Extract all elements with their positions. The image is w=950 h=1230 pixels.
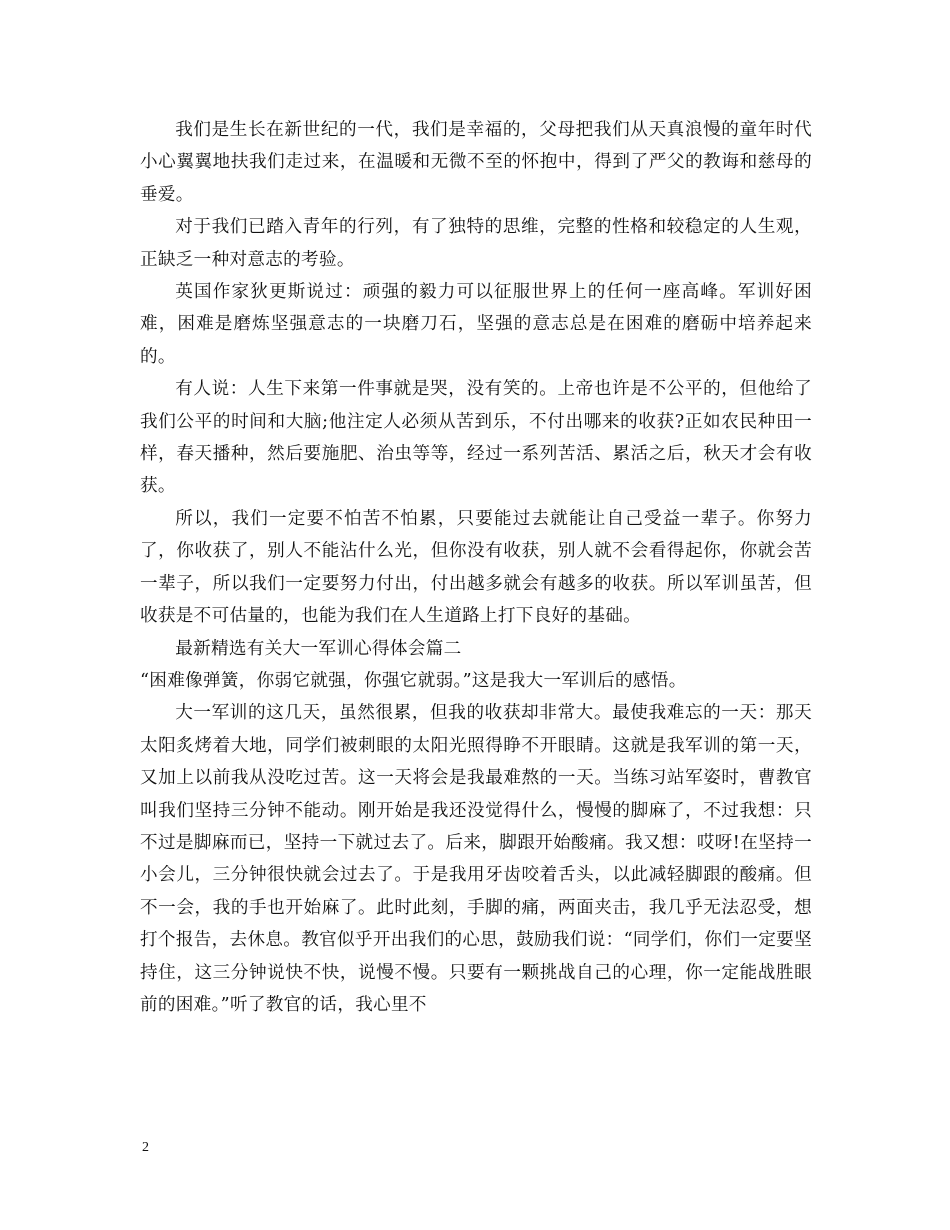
section-heading: 最新精选有关大一军训心得体会篇二: [175, 638, 462, 659]
document-body: [140, 114, 812, 1021]
paragraph-6: “困难像弹簧，你弱它就强，你强它就弱。”这是我大一军训后的感悟。: [140, 670, 687, 691]
paragraph-7: 大一军训的这几天，虽然很累，但我的收获却非常大。最使我难忘的一天：那天太阳炙烤着大地，同学们被刺眼的太阳光照得睁不开眼睛。这就是我军训的第一天，又加上以前我从没吃过苦。这一天将会是我最难熬的一天。当练习站军姿时，曹教官叫我们坚持三分钟不能动。刚开始是我还没觉得什么，慢慢的脚麻了，不过我想：只不过是脚麻而已，坚持一下就过去了。后来，脚跟开始酸痛。我又想：哎呀!在坚持一小会儿，三分钟很快就会过去了。于是我用牙齿咬着舌头，以此减轻脚跟的酸痛。但不一会，我的手也开始麻了。此时此刻，手脚的痛，两面夹击，我几乎无法忍受，想打个报告，去休息。教官似乎开出我们的心思，鼓励我们说：“同学们，你们一定要坚持住，这三分钟说快不快，说慢不慢。只要有一颗挑战自己的心理，你一定能战胜眼前的困难。”听了教官的话，我心里不: [140, 703, 812, 1015]
paragraph-5: 所以，我们一定要不怕苦不怕累，只要能过去就能让自己受益一辈子。你努力了，你收获了，别人不能沾什么光，但你没有收获，别人就不会看得起你，你就会苦一辈子，所以我们一定要努力付出，付出越多就会有越多的收获。所以军训虽苦，但收获是不可估量的，也能为我们在人生道路上打下良好的基础。: [140, 508, 812, 627]
paragraph-3: 英国作家狄更斯说过：顽强的毅力可以征服世界上的任何一座高峰。军训好困难，困难是磨炼坚强意志的一块磨刀石，坚强的意志总是在困难的磨砺中培养起来的。: [140, 282, 812, 367]
paragraph-4: 有人说：人生下来第一件事就是哭，没有笑的。上帝也许是不公平的，但他给了我们公平的时间和大脑;他注定人必须从苦到乐，不付出哪来的收获?正如农民种田一样，春天播种，然后要施肥、治虫等等，经过一系列苦活、累活之后，秋天才会有收获。: [140, 379, 812, 497]
paragraph-2: 对于我们已踏入青年的行列，有了独特的思维，完整的性格和较稳定的人生观，正缺乏一种对意志的考验。: [140, 217, 812, 270]
paragraph-1: 我们是生长在新世纪的一代，我们是幸福的，父母把我们从天真浪慢的童年时代小心翼翼地扶我们走过来，在温暖和无微不至的怀抱中，得到了严父的教诲和慈母的垂爱。: [140, 120, 812, 205]
page-number: 2: [142, 1140, 149, 1155]
